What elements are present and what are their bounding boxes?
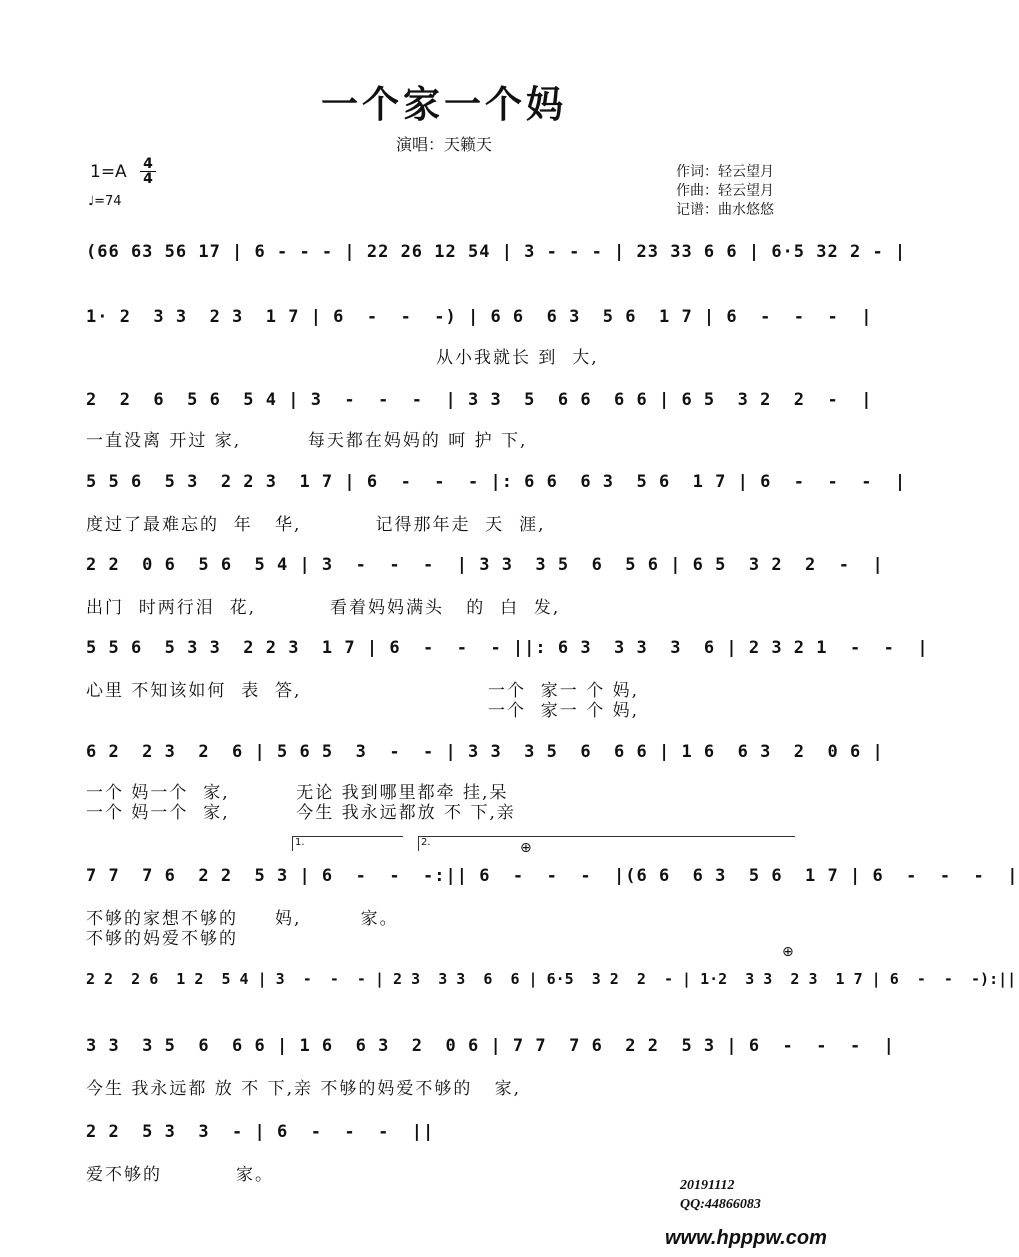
staff-line-6: 5 5 6 5 3 3 2 2 3 1 7 | 6 - - - ||: 6 3 3 3 3 6 | 2 3 2 1 - - | [86,638,929,658]
staff-line-8: 7 7 7 6 2 2 5 3 | 6 - - -:|| 6 - - - |(6 6 6 3 5 6 1 7 | 6 - - - | [86,866,1019,886]
staff-line-4: 5 5 6 5 3 2 2 3 1 7 | 6 - - - |: 6 6 6 3 5 6 1 7 | 6 - - - | [86,472,907,492]
lyrics-line-4: 度过了最难忘的 年 华, 记得那年走 天 涯, [86,515,546,535]
lyrics-line-7-verse1: 一个 妈一个 家, 无论 我到哪里都牵 挂,呆 [86,783,509,803]
lyrics-line-8-verse1: 不够的家想不够的 妈, 家。 [86,909,399,929]
lyrics-line-7-verse2: 一个 妈一个 家, 今生 我永远都放 不 下,亲 [86,803,516,823]
lyrics-line-3: 一直没离 开过 家, 每天都在妈妈的 呵 护 下, [86,431,528,451]
time-signature [140,157,156,186]
transcription-date: 20191112 [680,1178,735,1193]
volta-second-ending: 2. [418,836,795,851]
time-signature-bottom: 4 [140,171,156,186]
website-watermark: www.hpppw.com [665,1227,827,1249]
time-signature-top: 4 [143,156,153,172]
qq-contact: QQ:44866083 [680,1197,761,1212]
staff-line-11: 2 2 5 3 3 - | 6 - - - || [86,1122,435,1142]
lyricist-credit: 作词：轻云望月 [676,164,774,180]
staff-line-3: 2 2 6 5 6 5 4 | 3 - - - | 3 3 5 6 6 6 6 | 6 5 3 2 2 - | [86,390,873,410]
staff-line-1: (66 63 56 17 | 6 - - - | 22 26 12 54 | 3 - - - | 23 33 6 6 | 6·5 32 2 - | [86,242,907,262]
volta-first-ending: 1. [292,836,403,851]
lyrics-line-6-verse2: 一个 家一 个 妈, [488,701,640,721]
lyrics-line-10: 今生 我永远都 放 不 下,亲 不够的妈爱不够的 家, [86,1079,522,1099]
staff-line-5: 2 2 0 6 5 6 5 4 | 3 - - - | 3 3 3 5 6 5 6 | 6 5 3 2 2 - | [86,555,884,575]
credits-block [676,163,774,220]
staff-line-2: 1· 2 3 3 2 3 1 7 | 6 - - -) | 6 6 6 3 5 6 1 7 | 6 - - - | [86,307,873,327]
lyrics-line-11: 爱不够的 家。 [86,1165,275,1185]
lyrics-line-6-verse1: 一个 家一 个 妈, [488,681,640,701]
lyrics-line-8-verse2: 不够的妈爱不够的 [86,929,238,949]
staff-line-9: 2 2 2 6 1 2 5 4 | 3 - - - | 2 3 3 3 6 6 | 6·5 3 2 2 - | 1·2 3 3 2 3 1 7 | 6 - - -):|| [86,970,1017,988]
staff-line-10: 3 3 3 5 6 6 6 | 1 6 6 3 2 0 6 | 7 7 7 6 2 2 5 3 | 6 - - - | [86,1036,895,1056]
song-title: 一个家一个妈 [321,82,567,126]
transcriber-credit: 记谱：曲水悠悠 [676,202,774,218]
coda-icon-end: ⊕ [782,944,794,960]
singer-credit: 演唱：天籁天 [395,135,492,154]
coda-icon: ⊕ [520,840,532,856]
composer-credit: 作曲：轻云望月 [676,183,774,199]
key-signature: 1=A [90,162,127,182]
lyrics-line-5: 出门 时两行泪 花, 看着妈妈满头 的 白 发, [86,598,561,618]
lyrics-line-2: 从小我就长 到 大, [436,348,599,368]
footer-info [680,1176,761,1214]
tempo-marking: ♩=74 [88,194,122,209]
lyrics-line-6: 心里 不知该如何 表 答, [86,681,302,701]
staff-line-7: 6 2 2 3 2 6 | 5 6 5 3 - - | 3 3 3 5 6 6 6 | 1 6 6 3 2 0 6 | [86,742,884,762]
